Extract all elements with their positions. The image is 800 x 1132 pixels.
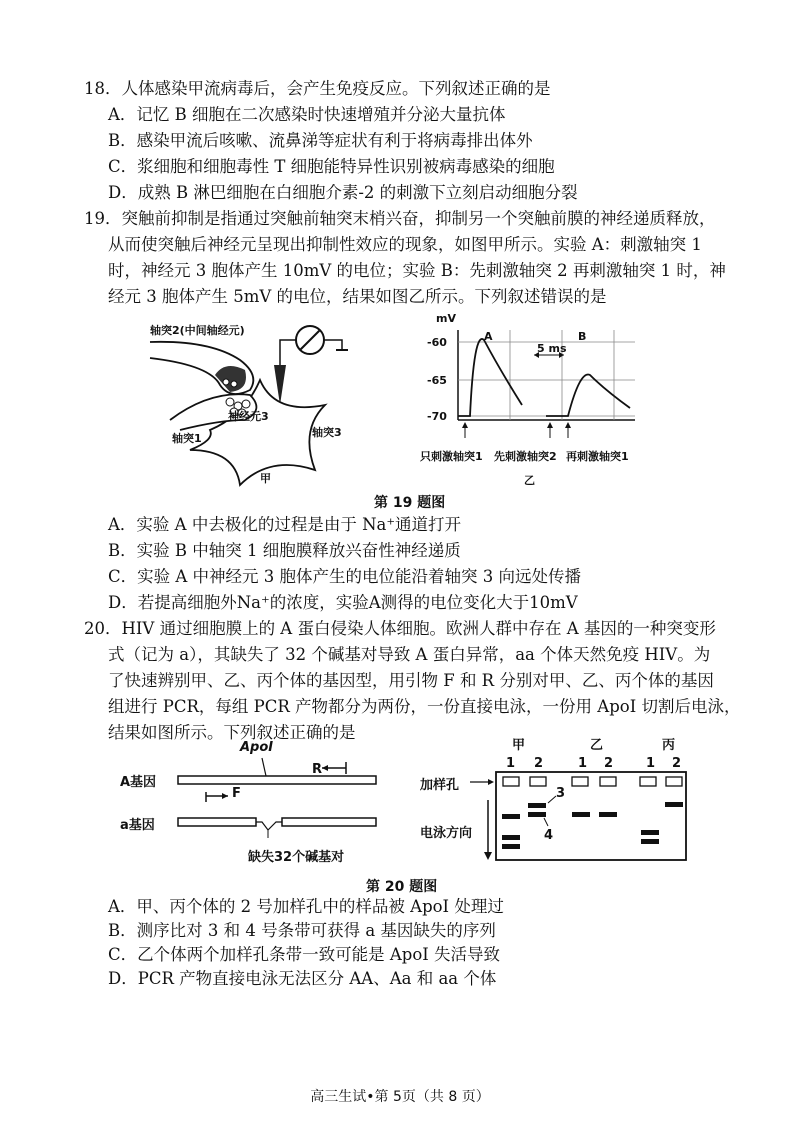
page-footer: 高三生试•第 5页（共 8 页） <box>310 1089 490 1105</box>
fig20-arrows <box>470 770 500 865</box>
well <box>503 777 519 786</box>
fig19-peak-a: A <box>484 330 493 343</box>
q18-option-a: A．记忆 B 细胞在二次感染时快速增殖并分泌大量抗体 <box>108 105 506 124</box>
fig19-caption-jia: 甲 <box>260 472 271 485</box>
fig20-lane: 2 <box>604 756 614 771</box>
fig19-interval: 5 ms <box>537 342 567 355</box>
gene-a-mutant-left <box>178 818 256 826</box>
q19-stem-line1: 19．突触前抑制是指通过突触前轴突末梢兴奋，抑制另一个突触前膜的神经递质释放， <box>84 209 716 228</box>
fig20-gene-a-label: A基因 <box>120 775 157 790</box>
q19-option-b: B．实验 B 中轴突 1 细胞膜释放兴奋性神经递质 <box>108 541 461 560</box>
fig19-yi-potential-chart <box>450 320 640 440</box>
fig20-group-yi: 乙 <box>590 738 604 753</box>
fig19-tick-60: -60 <box>427 336 447 349</box>
gel-band <box>599 812 617 817</box>
q18-option-b: B．感染甲流后咳嗽、流鼻涕等症状有利于将病毒排出体外 <box>108 131 533 150</box>
q19-stem-line2: 从而使突触后神经元呈现出抑制性效应的现象，如图甲所示。实验 A：刺激轴突 1 <box>108 235 702 254</box>
fig19-title: 第 19 题图 <box>374 495 446 511</box>
well <box>600 777 616 786</box>
q19-option-c: C．实验 A 中神经元 3 胞体产生的电位能沿着轴突 3 向远处传播 <box>108 567 582 586</box>
well <box>640 777 656 786</box>
q20-option-c: C．乙个体两个加样孔条带一致可能是 ApoI 失活导致 <box>108 945 501 964</box>
fig19-label-neuron3: 神经元3 <box>228 410 269 423</box>
gel-band-4 <box>528 812 546 817</box>
q19-option-a: A．实验 A 中去极化的过程是由于 Na⁺通道打开 <box>108 515 462 534</box>
gel-band <box>502 835 520 840</box>
fig19-stim2: 先刺激轴突2 <box>494 450 557 463</box>
fig19-caption-yi: 乙 <box>524 474 535 487</box>
q18-option-c: C．浆细胞和细胞毒性 T 细胞能特异性识别被病毒感染的细胞 <box>108 157 555 176</box>
q20-stem-line2: 式（记为 a），其缺失了 32 个碱基对导致 A 蛋白异常，aa 个体天然免疫 HIV。为 <box>108 645 711 664</box>
fig20-lane: 1 <box>646 756 656 771</box>
q20-option-b: B．测序比对 3 和 4 号条带可获得 a 基因缺失的序列 <box>108 921 496 940</box>
q20-option-d: D．PCR 产物直接电泳无法区分 AA、Aa 和 aa 个体 <box>108 969 497 988</box>
fig20-direction-label: 电泳方向 <box>420 826 473 841</box>
trace-a <box>458 339 522 416</box>
fig20-well-label: 加样孔 <box>420 778 460 793</box>
gel-band-3 <box>528 803 546 808</box>
fig20-primer-r: R <box>312 762 323 777</box>
gel-band <box>502 814 520 819</box>
well <box>530 777 546 786</box>
q19-stem-line3: 时，神经元 3 胞体产生 10mV 的电位；实验 B：先刺激轴突 2 再刺激轴突 1 时，神 <box>108 261 726 280</box>
fig19-tick-70: -70 <box>427 410 447 423</box>
fig19-jia-synapse-diagram <box>150 320 360 490</box>
gene-a-bar <box>178 776 376 784</box>
fig20-enzyme-apoi: ApoI <box>240 740 274 755</box>
gel-band <box>665 802 683 807</box>
gel-band <box>641 839 659 844</box>
q18-option-d: D．成熟 B 淋巴细胞在白细胞介素-2 的刺激下立刻启动细胞分裂 <box>108 183 578 202</box>
fig20-group-bing: 丙 <box>662 738 676 753</box>
fig20-lane: 1 <box>578 756 588 771</box>
well <box>666 777 682 786</box>
fig20-lane: 1 <box>506 756 516 771</box>
q20-stem-line3: 了快速辨别甲、乙、丙个体的基因型，用引物 F 和 R 分别对甲、乙、丙个体的基因 <box>108 671 714 690</box>
fig20-primer-f: F <box>232 786 241 801</box>
fig19-label-axon2: 轴突2(中间轴经元) <box>150 324 245 337</box>
gel-band <box>641 830 659 835</box>
fig20-band4-label: 4 <box>544 828 554 843</box>
fig19-stim1: 只刺激轴突1 <box>420 450 483 463</box>
fig20-gene-a-mutant-label: a基因 <box>120 818 155 833</box>
gel-band <box>572 812 590 817</box>
fig20-gel-diagram <box>490 770 690 865</box>
fig19-label-axon3: 轴突3 <box>312 426 342 439</box>
q19-option-d: D．若提高细胞外Na⁺的浓度，实验A测得的电位变化大于10mV <box>108 593 578 612</box>
fig20-lane: 2 <box>534 756 544 771</box>
fig20-band3-label: 3 <box>556 786 566 801</box>
q20-stem-line1: 20．HIV 通过细胞膜上的 A 蛋白侵染人体细胞。欧洲人群中存在 A 基因的一种突变形 <box>84 619 716 638</box>
q18-stem: 18．人体感染甲流病毒后，会产生免疫反应。下列叙述正确的是 <box>84 79 551 98</box>
q20-stem-line5: 结果如图所示。下列叙述正确的是 <box>108 723 356 742</box>
well <box>572 777 588 786</box>
fig19-stim3: 再刺激轴突1 <box>566 450 629 463</box>
fig20-deletion-label: 缺失32个碱基对 <box>248 850 345 865</box>
q20-option-a: A．甲、丙个体的 2 号加样孔中的样品被 ApoI 处理过 <box>108 897 504 916</box>
fig20-gene-diagram <box>170 750 390 850</box>
q19-stem-line4: 经元 3 胞体产生 5mV 的电位，结果如图乙所示。下列叙述错误的是 <box>108 287 607 306</box>
fig19-label-axon1: 轴突1 <box>172 432 202 445</box>
fig19-peak-b: B <box>578 330 587 343</box>
fig20-lane: 2 <box>672 756 682 771</box>
fig19-unit-mv: mV <box>436 312 456 325</box>
q20-stem-line4: 组进行 PCR，每组 PCR 产物都分为两份，一份直接电泳，一份用 ApoI 切割后电泳， <box>108 697 741 716</box>
trace-b <box>546 375 630 416</box>
gene-a-mutant-right <box>282 818 376 826</box>
gel-band <box>502 844 520 849</box>
fig20-group-jia: 甲 <box>512 738 526 753</box>
fig20-title: 第 20 题图 <box>366 879 438 895</box>
fig19-tick-65: -65 <box>427 374 447 387</box>
